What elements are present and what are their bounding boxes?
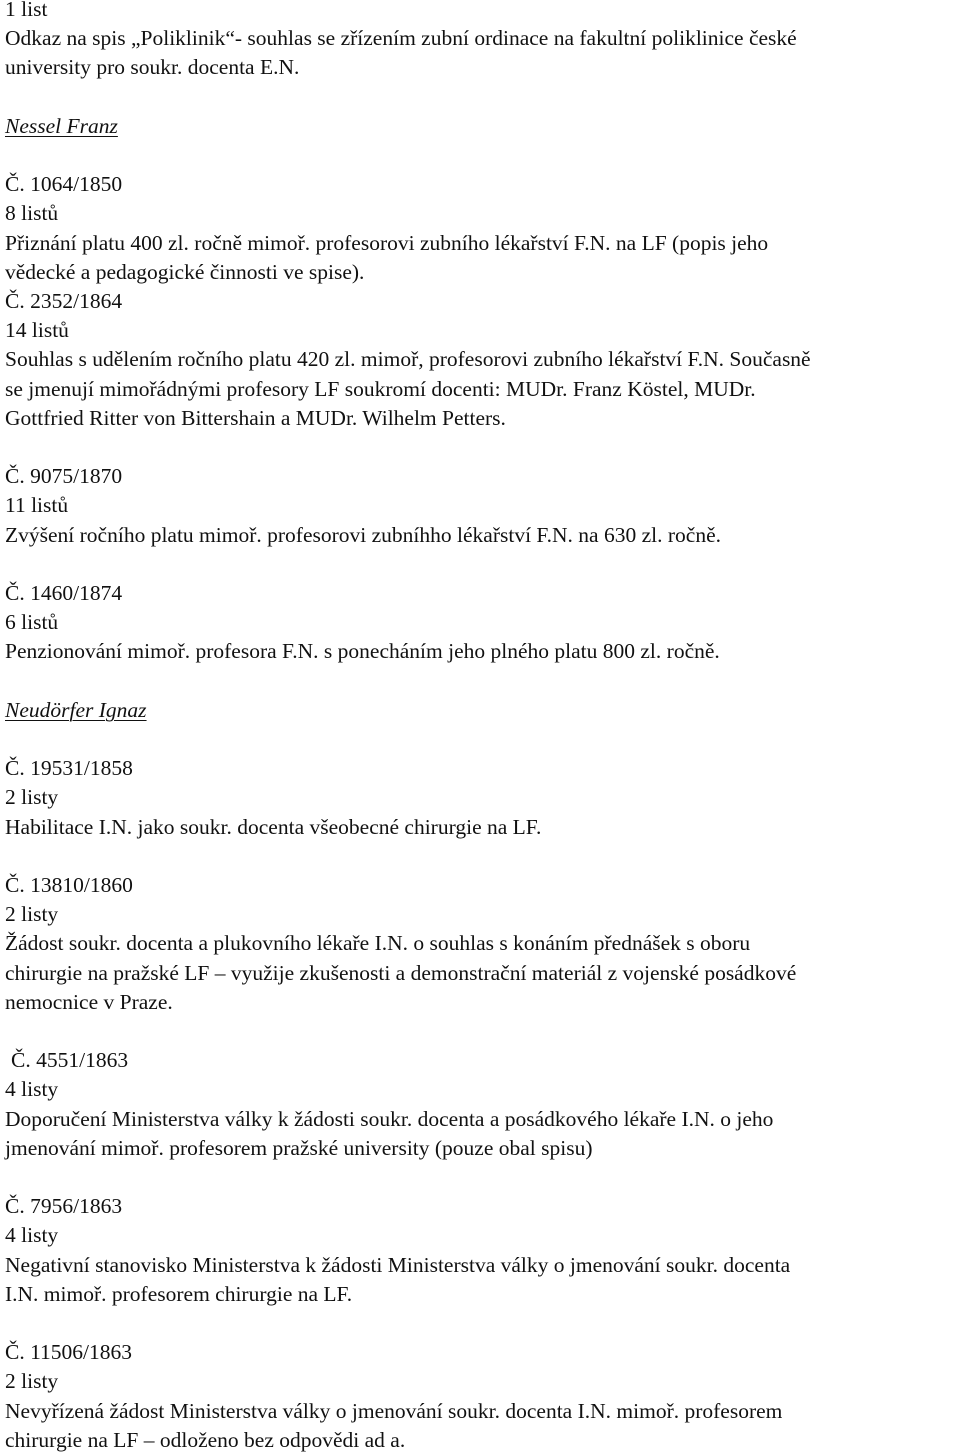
file-number: Č. 1460/1874 <box>5 581 123 605</box>
file-number: Č. 2352/1864 <box>5 289 123 313</box>
sheet-count: 8 listů <box>5 201 59 226</box>
sheet-count: 2 listy <box>5 1369 59 1394</box>
file-number: Č. 13810/1860 <box>5 872 133 897</box>
sheet-count: 4 listy <box>5 1223 59 1248</box>
entry-description: Habilitace I.N. jako soukr. docenta všeobecné chirurgie na LF. <box>5 814 542 839</box>
entry-description: Penzionování mimoř. profesora F.N. s ponecháním jeho plného platu 800 zl. ročně. <box>5 639 720 664</box>
entry-description: Doporučení Ministerstva války k žádosti soukr. docenta a posádkového lékaře I.N. o jeho <box>5 1106 774 1131</box>
spacer <box>5 842 955 871</box>
entry-description: jmenování mimoř. profesorem pražské university (pouze obal spisu) <box>5 1135 593 1160</box>
entry-description: Odkaz na spis „Poliklinik“- souhlas se zřízením zubní ordinace na fakultní poliklinice české <box>5 26 797 51</box>
entry-description: Přiznání platu 400 zl. ročně mimoř. profesorovi zubního lékařství F.N. na LF (popis jeho <box>5 230 769 255</box>
spacer <box>5 1309 955 1338</box>
entry-description: Zvýšení ročního platu mimoř. profesorovi zubníhho lékařství F.N. na 630 zl. ročně. <box>5 522 721 547</box>
file-number: Č. 7956/1863 <box>5 1194 123 1219</box>
entry-description: chirurgie na pražské LF – využije zkušenosti a demonstrační materiál z vojenské posádkové <box>5 960 797 985</box>
entry-description: vědecké a pedagogické činnosti ve spise). <box>5 259 365 284</box>
spacer <box>5 550 955 579</box>
entry-description: Gottfried Ritter von Bittershain a MUDr. Wilhelm Petters. <box>5 405 506 430</box>
sheet-count: 2 listy <box>5 902 59 927</box>
person-heading-neudorfer: Neudörfer Ignaz <box>5 697 147 722</box>
spacer <box>5 141 955 170</box>
file-number: Č. 1064/1850 <box>5 172 123 197</box>
sheet-count: 6 listů <box>5 610 59 635</box>
sheet-count: 2 listy <box>5 785 59 810</box>
sheet-count: 11 listů <box>5 493 69 518</box>
file-number: Č. 11506/1863 <box>5 1340 133 1365</box>
sheet-count: 14 listů <box>5 318 69 343</box>
entry-description: chirurgie na LF – odloženo bez odpovědi ad a. <box>5 1427 406 1452</box>
spacer <box>5 1163 955 1192</box>
entry-description: I.N. mimoř. profesorem chirurgie na LF. <box>5 1281 353 1306</box>
file-number: Č. 19531/1858 <box>5 756 133 781</box>
entry-description: Žádost soukr. docenta a plukovního lékaře I.N. o souhlas s konáním přednášek s oboru <box>5 931 751 956</box>
spacer <box>5 725 955 754</box>
spacer <box>5 1017 955 1046</box>
spacer <box>5 667 955 696</box>
entry-description: se jmenují mimořádnými profesory LF soukromí docenti: MUDr. Franz Köstel, MUDr. <box>5 376 756 401</box>
entry-description: Souhlas s udělením ročního platu 420 zl. mimoř, profesorovi zubního lékařství F.N. Současně <box>5 347 811 372</box>
entry-description: Nevyřízená žádost Ministerstva války o jmenování soukr. docenta I.N. mimoř. profesorem <box>5 1398 783 1423</box>
file-number: Č. 4551/1863 <box>11 1048 129 1073</box>
spacer <box>5 83 955 112</box>
document-page <box>5 0 955 1455</box>
sheet-count: 4 listy <box>5 1077 59 1102</box>
spacer <box>5 433 955 462</box>
entry-description: nemocnice v Praze. <box>5 989 173 1014</box>
file-number: Č. 9075/1870 <box>5 464 123 489</box>
entry-description: university pro soukr. docenta E.N. <box>5 55 300 80</box>
sheet-count: 1 list <box>5 0 48 21</box>
person-heading-nessel: Nessel Franz <box>5 113 118 138</box>
entry-description: Negativní stanovisko Ministerstva k žádosti Ministerstva války o jmenování soukr. docenta <box>5 1252 791 1277</box>
